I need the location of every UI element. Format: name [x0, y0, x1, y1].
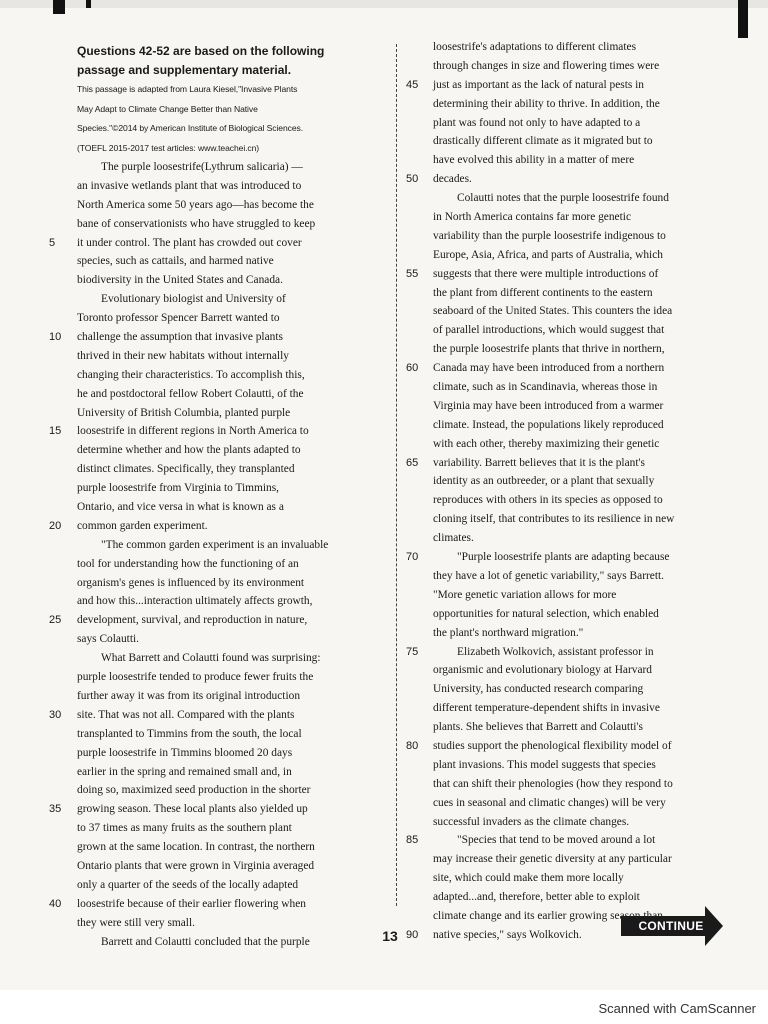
line-text: "Purple loosestrife plants are adapting because [457, 551, 670, 564]
passage-line [77, 177, 369, 196]
line-text: adapted...and, therefore, better able to exploit [433, 891, 640, 904]
line-text: that can shift their phenologies (how they respond to [433, 777, 673, 790]
line-text: plants. She believes that Barrett and Colautti's [433, 721, 643, 734]
passage-line [77, 763, 369, 782]
line-text: it under control. The plant has crowded out cover [77, 236, 302, 249]
passage-line [77, 271, 369, 290]
line-text: What Barrett and Colautti found was surprising: [101, 652, 321, 665]
line-text: challenge the assumption that invasive plants [77, 331, 283, 344]
line-text: variability than the purple loosestrife indigenous to [433, 229, 666, 242]
line-number: 35 [49, 803, 62, 816]
line-text: climates. [433, 532, 474, 545]
passage-line [77, 819, 369, 838]
line-text: opportunities for natural selection, which enabled [433, 607, 659, 620]
line-text: studies support the phenological flexibility model of [433, 739, 672, 752]
passage-line [433, 775, 725, 794]
passage-line [77, 441, 369, 460]
line-text: North America some 50 years ago—has become the [77, 198, 314, 211]
line-text: organism's genes is influenced by its environment [77, 576, 305, 589]
passage-line [433, 472, 725, 491]
passage-line [433, 850, 725, 869]
passage-line [77, 914, 369, 933]
line-text: suggests that there were multiple introductions of [433, 267, 659, 280]
left-column [49, 42, 369, 951]
line-text: through changes in size and flowering times were [433, 59, 660, 72]
line-text: loosestrife's adaptations to different climates [433, 41, 637, 53]
passage-line [433, 321, 725, 340]
line-text: the plant's northward migration." [433, 626, 584, 639]
line-text: the purple loosestrife plants that thrive in northern, [433, 343, 665, 356]
line-number: 15 [49, 425, 62, 438]
passage-line [433, 491, 725, 510]
line-text: tool for understanding how the functioning of an [77, 557, 299, 570]
line-text: Barrett and Colautti concluded that the purple [101, 935, 310, 948]
passage-line [49, 517, 369, 536]
passage-line [433, 435, 725, 454]
line-text: site, which could make them more locally [433, 872, 624, 885]
source-line: This passage is adapted from Laura Kiesel,"Invasive Plants [77, 84, 298, 94]
passage-line [77, 460, 369, 479]
passage-line [433, 605, 725, 624]
line-number: 40 [49, 897, 62, 910]
line-text: determine whether and how the plants adapted to [77, 444, 301, 457]
passage-line [77, 366, 369, 385]
passage-line [433, 151, 725, 170]
question-heading [77, 42, 369, 80]
passage-line [433, 378, 725, 397]
passage-line [77, 933, 369, 952]
passage-line [77, 404, 369, 423]
continue-button[interactable] [621, 906, 723, 946]
line-text: they were still very small. [77, 916, 195, 929]
line-text: University, has conducted research comparing [433, 683, 644, 696]
line-text: with each other, thereby maximizing their genetic [433, 437, 660, 450]
line-text: the plant from different continents to the eastern [433, 286, 653, 299]
line-text: climate change and its earlier growing season than [433, 909, 663, 922]
line-text: variability. Barrett believes that it is the plant's [433, 456, 645, 469]
passage-line [433, 57, 725, 76]
passage-line [49, 611, 369, 630]
line-text: thrived in their new habitats without internally [77, 349, 289, 362]
line-text: site. That was not all. Compared with the plants [77, 708, 295, 721]
line-text: in North America contains far more genetic [433, 211, 631, 224]
passage-line [49, 422, 369, 441]
line-text: Evolutionary biologist and University of [101, 293, 286, 306]
passage-line [77, 744, 369, 763]
passage-line [433, 132, 725, 151]
passage-line [77, 347, 369, 366]
passage-line [406, 643, 725, 662]
passage-line [77, 385, 369, 404]
line-text: just as important as the lack of natural pests in [433, 78, 644, 91]
passage-line [433, 510, 725, 529]
passage-line [77, 196, 369, 215]
line-text: University of British Columbia, planted purple [77, 406, 291, 419]
line-text: "The common garden experiment is an invaluable [101, 538, 329, 551]
line-number: 50 [406, 173, 419, 186]
line-text: Canada may have been introduced from a northern [433, 362, 665, 375]
passage-line [433, 699, 725, 718]
line-number: 30 [49, 708, 62, 721]
passage-line [77, 252, 369, 271]
heading-line: Questions 42-52 are based on the following [77, 44, 325, 58]
line-number: 70 [406, 551, 419, 564]
line-text: The purple loosestrife(Lythrum salicaria) — [101, 161, 303, 173]
line-text: reproduces with others in its species as opposed to [433, 494, 663, 507]
line-text: decades. [433, 173, 472, 186]
passage-line [433, 888, 725, 907]
line-number: 60 [406, 362, 419, 375]
line-text: an invasive wetlands plant that was introduced to [77, 179, 302, 192]
line-text: purple loosestrife from Virginia to Timmins, [77, 482, 280, 495]
source-line: Species."©2014 by American Institute of Biological Sciences. [77, 123, 303, 133]
source-line: May Adapt to Climate Change Better than Native [77, 103, 258, 114]
line-text: and how this...interaction ultimately affects growth, [77, 595, 313, 608]
corner-mark-right [738, 0, 748, 38]
line-text: biodiversity in the United States and Canada. [77, 274, 283, 287]
line-text: Ontario, and vice versa in what is known as a [77, 501, 284, 514]
passage-line [433, 661, 725, 680]
passage-line [433, 794, 725, 813]
passage-line [77, 838, 369, 857]
passage-line [433, 114, 725, 133]
line-text: purple loosestrife tended to produce fewer fruits the [77, 671, 314, 684]
right-column [406, 38, 725, 945]
passage-line [406, 454, 725, 473]
line-text: seaboard of the United States. This counters the idea [433, 305, 673, 318]
line-text: Virginia may have been introduced from a warmer [433, 399, 664, 412]
scanner-watermark: Scanned with CamScanner [598, 1001, 756, 1016]
line-number: 75 [406, 645, 419, 658]
passage-line [433, 208, 725, 227]
line-number: 45 [406, 78, 419, 91]
passage-left-text [49, 158, 369, 951]
passage-line [406, 548, 725, 567]
passage-line [433, 869, 725, 888]
passage-line [77, 876, 369, 895]
passage-line [433, 302, 725, 321]
passage-line [49, 328, 369, 347]
passage-line [77, 290, 369, 309]
passage-line [77, 536, 369, 555]
passage-line [49, 895, 369, 914]
line-text: Ontario plants that were grown in Virginia averaged [77, 859, 315, 872]
passage-line [433, 756, 725, 775]
line-text: of parallel introductions, which would suggest that [433, 324, 665, 337]
line-text: Europe, Asia, Africa, and parts of Australia, which [433, 248, 663, 261]
passage-line [77, 555, 369, 574]
passage-line [433, 227, 725, 246]
passage-line [406, 359, 725, 378]
passage-line [77, 649, 369, 668]
line-text: loosestrife because of their earlier flowering when [77, 897, 306, 910]
passage-line [433, 340, 725, 359]
line-text: distinct climates. Specifically, they transplanted [77, 463, 295, 476]
passage-line [77, 857, 369, 876]
column-divider [396, 44, 397, 906]
line-text: Elizabeth Wolkovich, assistant professor in [457, 645, 654, 658]
line-text: "More genetic variation allows for more [433, 588, 617, 601]
passage-line [406, 265, 725, 284]
line-number: 90 [406, 928, 419, 941]
passage-line [77, 687, 369, 706]
top-edge [0, 0, 768, 8]
passage-line [77, 479, 369, 498]
line-number: 65 [406, 456, 419, 469]
line-text: earlier in the spring and remained small and, in [77, 765, 292, 778]
line-text: changing their characteristics. To accomplish this, [77, 368, 305, 381]
line-text: only a quarter of the seeds of the locally adapted [77, 878, 299, 891]
passage-line [433, 529, 725, 548]
line-text: successful invaders as the climate changes. [433, 815, 630, 828]
line-text: grown at the same location. In contrast, the northern [77, 841, 315, 854]
passage-line [433, 38, 725, 57]
line-text: different temperature-dependent shifts in invasive [433, 702, 660, 715]
line-text: loosestrife in different regions in North America to [77, 425, 309, 438]
passage-line [77, 725, 369, 744]
line-text: native species," says Wolkovich. [433, 928, 582, 941]
line-text: plant invasions. This model suggests that species [433, 758, 656, 771]
corner-mark-mid [86, 0, 91, 8]
passage-line [77, 781, 369, 800]
passage-line [433, 397, 725, 416]
passage-line [49, 234, 369, 253]
corner-mark-left [53, 0, 65, 14]
passage-line [433, 718, 725, 737]
passage-line [406, 737, 725, 756]
line-number: 85 [406, 834, 419, 847]
passage-line [49, 800, 369, 819]
line-text: development, survival, and reproduction in nature, [77, 614, 308, 627]
line-text: Toronto professor Spencer Barrett wanted to [77, 312, 280, 325]
passage-line [433, 680, 725, 699]
line-text: they have a lot of genetic variability," says Barrett. [433, 569, 665, 582]
passage-line [433, 586, 725, 605]
line-text: identity as an outbreeder, or a plant that sexually [433, 475, 655, 488]
passage-line [433, 284, 725, 303]
passage-line [77, 574, 369, 593]
passage-line [77, 309, 369, 328]
passage-line [77, 592, 369, 611]
passage-line [433, 189, 725, 208]
line-text: common garden experiment. [77, 519, 208, 532]
line-text: climate, such as in Scandinavia, whereas those in [433, 381, 658, 394]
passage-line [77, 158, 369, 177]
line-text: cloning itself, that contributes to its resilience in new [433, 513, 675, 526]
line-number: 5 [49, 236, 56, 249]
line-number: 80 [406, 739, 419, 752]
line-number: 25 [49, 614, 62, 627]
passage-line [433, 95, 725, 114]
passage-line [406, 76, 725, 95]
line-text: says Colautti. [77, 633, 140, 646]
line-text: doing so, maximized seed production in the shorter [77, 784, 311, 797]
continue-label: CONTINUE [638, 919, 704, 933]
line-text: further away it was from its original introduction [77, 689, 301, 702]
line-number: 55 [406, 267, 419, 280]
line-text: "Species that tend to be moved around a lot [457, 834, 656, 847]
line-text: cues in seasonal and climatic changes) will be very [433, 796, 666, 809]
passage-line [406, 170, 725, 189]
line-text: drastically different climate as it migrated but to [433, 135, 653, 148]
passage-line [433, 624, 725, 643]
line-text: may increase their genetic diversity at any particular [433, 853, 672, 866]
line-text: he and postdoctoral fellow Robert Colautti, of the [77, 387, 304, 400]
source-line: (TOEFL 2015-2017 test articles: www.teachei.cn) [77, 142, 260, 153]
passage-line [49, 706, 369, 725]
line-text: transplanted to Timmins from the south, the local [77, 727, 302, 740]
line-text: to 37 times as many fruits as the southern plant [77, 822, 292, 835]
passage-line [433, 567, 725, 586]
passage-right-text [406, 38, 725, 945]
line-text: growing season. These local plants also yielded up [77, 803, 308, 816]
line-number: 20 [49, 519, 62, 532]
line-text: plant was found not only to have adapted to a [433, 116, 641, 129]
line-text: bane of conservationists who have struggled to keep [77, 217, 316, 230]
heading-line: passage and supplementary material. [77, 63, 292, 77]
line-text: climate. Instead, the populations likely reproduced [433, 418, 664, 431]
passage-line [77, 498, 369, 517]
line-text: purple loosestrife in Timmins bloomed 20 days [77, 746, 293, 759]
passage-line [77, 668, 369, 687]
page-number: 13 [382, 928, 398, 944]
passage-line [77, 630, 369, 649]
passage-line [77, 215, 369, 234]
passage-line [406, 831, 725, 850]
passage-line [433, 416, 725, 435]
line-text: organismic and evolutionary biology at Harvard [433, 664, 653, 677]
line-text: species, such as cattails, and harmed native [77, 255, 274, 268]
line-text: Colautti notes that the purple loosestrife found [457, 192, 669, 205]
line-text: have evolved this ability in a matter of mere [433, 154, 635, 167]
passage-line [433, 813, 725, 832]
passage-line [433, 246, 725, 265]
line-text: determining their ability to thrive. In addition, the [433, 97, 660, 110]
source-citation [77, 80, 369, 158]
line-number: 10 [49, 331, 62, 344]
